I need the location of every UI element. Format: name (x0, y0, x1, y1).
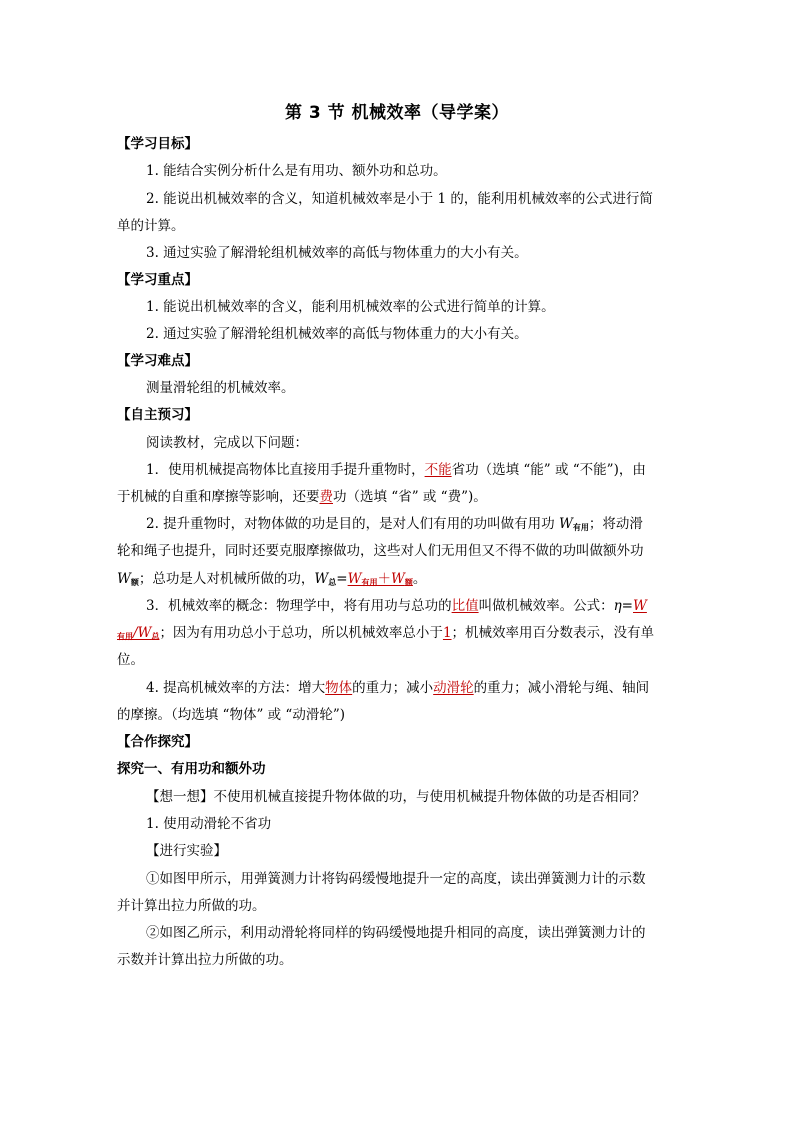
answer-blank: 比值 (451, 598, 479, 614)
difficulty-text: 测量滑轮组的机械效率。 (146, 380, 295, 396)
preview-q2-line-1: 2. 提升重物时，对物体做的功是目的，是对人们有用的功叫做有用功 $W_{有用}$；将动滑 (146, 516, 643, 532)
preview-q4-line-1: 4. 提高机械效率的方法：增大物体的重力；减小动滑轮的重力；减小滑轮与绳、轴间 (146, 680, 650, 696)
preview-q3-line-2: $_{有用}/W_总$；因为有用功总小于总功，所以机械效率总小于1；机械效率用百分数表示，没有单 (117, 625, 655, 641)
objective-2-line-1: 2. 能说出机械效率的含义，知道机械效率是小于 1 的，能利用机械效率的公式进行简 (146, 191, 653, 207)
objective-1: 1. 能结合实例分析什么是有用功、额外功和总功。 (146, 163, 447, 179)
cooperate-heading: 【合作探究】 (117, 734, 198, 750)
key-point-2: 2. 通过实验了解滑轮组机械效率的高低与物体重力的大小有关。 (146, 326, 528, 342)
difficulty-heading: 【学习难点】 (117, 353, 198, 369)
step-2-line-1: ②如图乙所示，利用动滑轮将同样的钩码缓慢地提升相同的高度，读出弹簧测力计的 (146, 925, 646, 941)
preview-q3-line-1: 3．机械效率的概念：物理学中，将有用功与总功的比值叫做机械效率。公式：η=W (146, 598, 647, 614)
topic-1-heading: 探究一、有用功和额外功 (117, 761, 266, 777)
answer-blank: 物体 (325, 680, 353, 696)
preview-q4-line-2: 的摩擦。（均选填 “物体” 或 “动滑轮”) (117, 707, 345, 723)
answer-blank: 费 (319, 489, 333, 505)
preview-q2-line-2: 轮和绳子也提升，同时还要克服摩擦做功，这些对人们无用但又不得不做的功叫做额外功 (117, 543, 644, 559)
key-points-heading: 【学习重点】 (117, 272, 198, 288)
preview-q1-line-1: 1．使用机械提高物体比直接用手提升重物时，不能省功（选填 “能” 或 “不能”)，由 (146, 462, 646, 478)
step-1-line-2: 并计算出拉力所做的功。 (117, 898, 266, 914)
answer-blank: 不能 (424, 462, 452, 478)
objectives-heading: 【学习目标】 (117, 136, 198, 152)
preview-q3-line-3: 位。 (117, 652, 144, 668)
answer-blank: 1 (442, 625, 452, 641)
answer-formula: $W_{有用}+W_额$ (347, 571, 413, 587)
answer-formula: $_{有用}/W_总$ (117, 625, 160, 641)
preview-q2-line-3: $W_额$；总功是人对机械所做的功，$W_总=W_{有用}+W_额$。 (117, 571, 427, 587)
experiment-heading: 【进行实验】 (146, 843, 227, 859)
preview-heading: 【自主预习】 (117, 407, 198, 423)
step-2-line-2: 示数并计算出拉力所做的功。 (117, 952, 293, 968)
preview-intro: 阅读教材，完成以下问题： (146, 435, 308, 451)
point-1: 1. 使用动滑轮不省功 (146, 816, 272, 832)
answer-blank: 动滑轮 (433, 680, 474, 696)
objective-3: 3. 通过实验了解滑轮组机械效率的高低与物体重力的大小有关。 (146, 245, 528, 261)
think-prompt: 【想一想】不使用机械直接提升物体做的功，与使用机械提升物体做的功是否相同？ (146, 789, 646, 805)
page-title: 第 3 节 机械效率（导学案） (284, 103, 510, 123)
step-1-line-1: ①如图甲所示，用弹簧测力计将钩码缓慢地提升一定的高度，读出弹簧测力计的示数 (146, 871, 646, 887)
key-point-1: 1. 能说出机械效率的含义，能利用机械效率的公式进行简单的计算。 (146, 299, 555, 315)
objective-2-line-2: 单的计算。 (117, 218, 185, 234)
preview-q1-line-2: 于机械的自重和摩擦等影响，还要费功（选填 “省” 或 “费”)。 (117, 489, 487, 505)
